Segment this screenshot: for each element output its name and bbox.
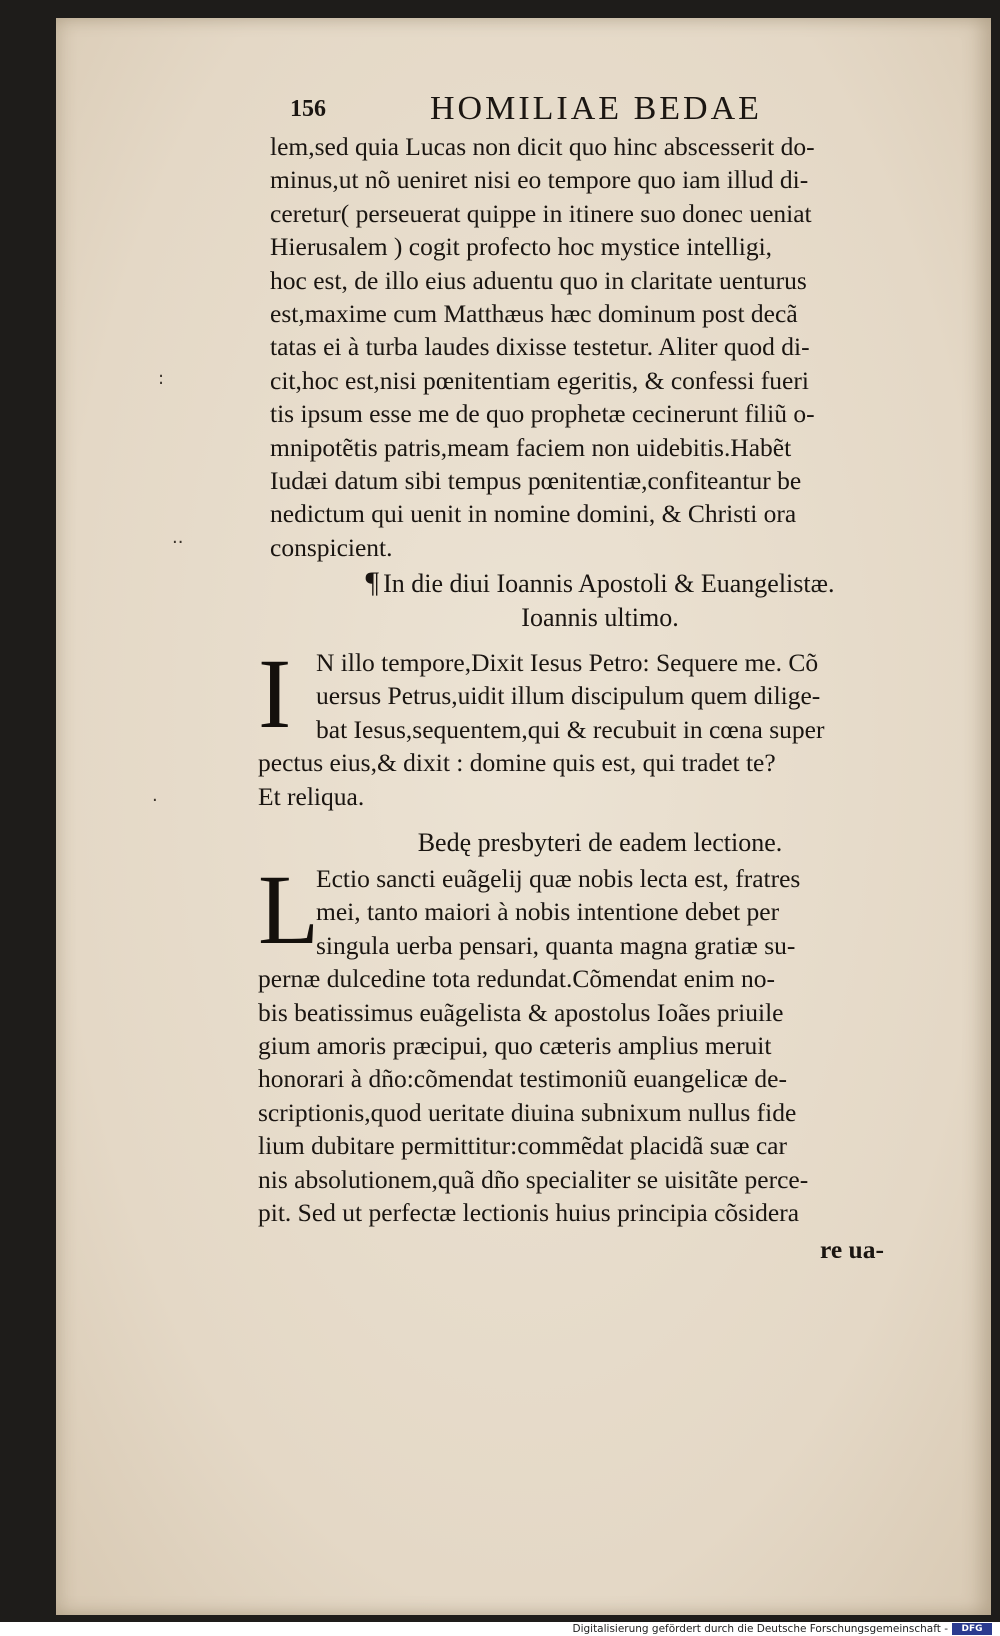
text-line: Et reliqua. bbox=[258, 781, 365, 811]
drop-capital: I bbox=[258, 638, 292, 749]
text-line: minus,ut nõ ueniret nisi eo tempore quo iam illud di- bbox=[270, 165, 809, 195]
section-2-text bbox=[258, 638, 898, 813]
text-line: scriptionis,quod ueritate diuina subnixum nullus fide bbox=[258, 1097, 797, 1127]
heading-line: In die diui Ioannis Apostoli & Euangelistæ. bbox=[383, 569, 835, 598]
text-line: conspicient. bbox=[270, 532, 393, 562]
text-line: lium dubitare permittitur:commẽdat placidã suæ car bbox=[258, 1131, 787, 1161]
section-heading-2 bbox=[290, 826, 910, 860]
text-line: tatas ei à turba laudes dixisse testetur. Aliter quod di- bbox=[270, 332, 810, 362]
section-heading-1 bbox=[290, 566, 910, 635]
text-line: uersus Petrus,uidit illum discipulum quem dilige- bbox=[316, 681, 821, 711]
page-number: 156 bbox=[290, 96, 326, 122]
text-line: ceretur( perseuerat quippe in itinere suo donec ueniat bbox=[270, 198, 812, 228]
running-title: HOMILIAE BEDAE bbox=[430, 90, 762, 127]
heading-line: Ioannis ultimo. bbox=[521, 603, 679, 632]
drop-capital: L bbox=[258, 854, 320, 965]
text-line: pernæ dulcedine tota redundat.Cõmendat enim no- bbox=[258, 964, 775, 994]
margin-speck: : bbox=[158, 368, 165, 389]
text-line: lem,sed quia Lucas non dicit quo hinc abscesserit do- bbox=[270, 132, 815, 161]
text-line: nis absolutionem,quã dño specialiter se uisitãte perce- bbox=[258, 1164, 809, 1194]
text-line: singula uerba pensari, quanta magna gratiæ su- bbox=[316, 930, 796, 960]
text-line: honorari à dño:cõmendat testimoniũ euangelicæ de- bbox=[258, 1064, 787, 1094]
text-line: pectus eius,& dixit : domine quis est, qui tradet te? bbox=[258, 748, 776, 778]
footer-bar bbox=[0, 1622, 1000, 1636]
text-line: nedictum qui uenit in nomine domini, & Christi ora bbox=[270, 499, 797, 529]
text-line: pit. Sed ut perfectæ lectionis huius principia cõsidera bbox=[258, 1197, 800, 1227]
text-line: N illo tempore,Dixit Iesus Petro: Sequere me. Cõ bbox=[316, 648, 819, 677]
catchword: re ua- bbox=[820, 1235, 884, 1264]
text-line: Ectio sancti euãgelij quæ nobis lecta est, fratres bbox=[316, 864, 801, 893]
heading-line: Bedę presbyteri de eadem lectione. bbox=[417, 828, 783, 857]
section-3-text bbox=[258, 854, 898, 1229]
dfg-logo: DFG bbox=[952, 1623, 992, 1635]
text-line: mnipotẽtis patris,meam faciem non uidebitis.Habẽt bbox=[270, 432, 792, 462]
text-line: bat Iesus,sequentem,qui & recubuit in cœna super bbox=[316, 714, 825, 744]
text-line: hoc est, de illo eius aduentu quo in claritate uenturus bbox=[270, 265, 807, 295]
digitization-credit: Digitalisierung gefördert durch die Deutsche Forschungsgemeinschaft - bbox=[572, 1623, 948, 1635]
text-line: Iudæi datum sibi tempus pœnitentiæ,confiteantur be bbox=[270, 465, 802, 495]
text-line: gium amoris præcipui, quo cæteris amplius meruit bbox=[258, 1030, 772, 1060]
running-head bbox=[290, 90, 810, 130]
margin-speck: ·· bbox=[172, 532, 184, 553]
text-line: bis beatissimus euãgelista & apostolus Ioães priuile bbox=[258, 997, 784, 1027]
margin-speck: · bbox=[152, 790, 158, 811]
text-line: cit,hoc est,nisi pœnitentiam egeritis, & confessi fueri bbox=[270, 365, 809, 395]
text-line: Hierusalem ) cogit profecto hoc mystice intelligi, bbox=[270, 232, 773, 262]
pilcrow-mark: ¶ bbox=[365, 566, 380, 599]
text-line: tis ipsum esse me de quo prophetæ cecinerunt filiũ o- bbox=[270, 399, 815, 429]
text-line: mei, tanto maiori à nobis intentione debet per bbox=[316, 897, 780, 927]
text-line: est,maxime cum Matthæus hæc dominum post decã bbox=[270, 298, 798, 328]
section-1-text bbox=[270, 130, 910, 564]
